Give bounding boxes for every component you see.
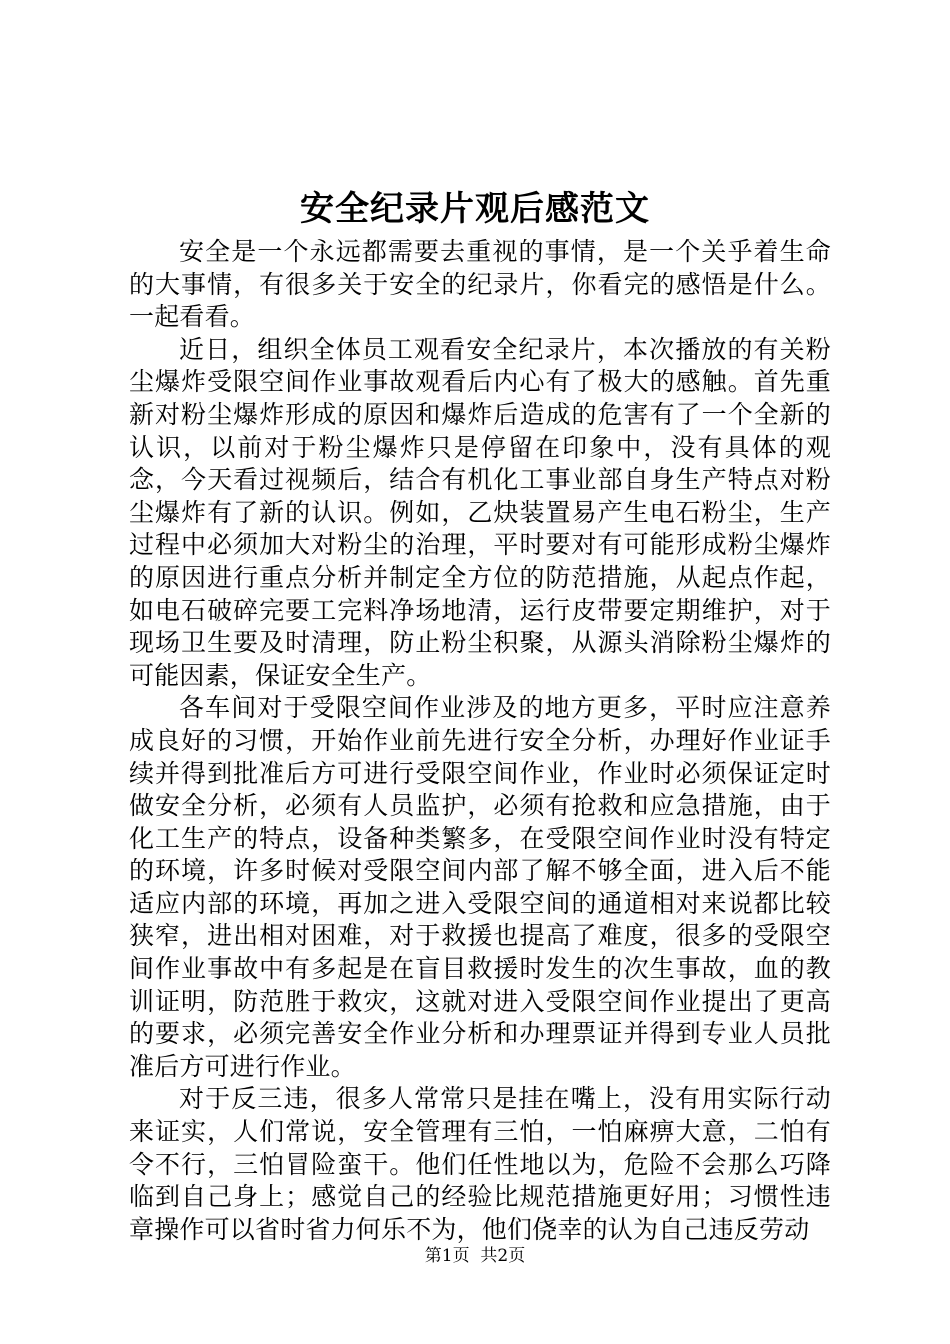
paragraph-intro: 安全是一个永远都需要去重视的事情，是一个关乎着生命的大事情，有很多关于安全的纪录片，你看完的感悟是什么。一起看看。 (129, 237, 831, 332)
paragraph-dust-explosion: 近日，组织全体员工观看安全纪录片，本次播放的有关粉尘爆炸受限空间作业事故观看后内心有了极大的感触。首先重新对粉尘爆炸形成的原因和爆炸后造成的危害有了一个全新的认识，以前对于粉尘爆炸只是停留在印象中，没有具体的观念，今天看过视频后，结合有机化工事业部自身生产特点对粉尘爆炸有了新的认识。例如，乙炔装置易产生电石粉尘，生产过程中必须加大对粉尘的治理，平时要对有可能形成粉尘爆炸的原因进行重点分析并制定全方位的防范措施，从起点作起，如电石破碎完要工完料净场地清，运行皮带要定期维护，对于现场卫生要及时清理，防止粉尘积聚，从源头消除粉尘爆炸的可能因素，保证安全生产。 (129, 334, 831, 690)
paragraph-confined-space: 各车间对于受限空间作业涉及的地方更多，平时应注意养成良好的习惯，开始作业前先进行安全分析，办理好作业证手续并得到批准后方可进行受限空间作业，作业时必须保证定时做安全分析，必须有人员监护，必须有抢救和应急措施，由于化工生产的特点，设备种类繁多，在受限空间作业时没有特定的环境，许多时候对受限空间内部了解不够全面，进入后不能适应内部的环境，再加之进入受限空间的通道相对来说都比较狭窄，进出相对困难，对于救援也提高了难度，很多的受限空间作业事故中有多起是在盲目救援时发生的次生事故，血的教训证明，防范胜于救灾，这就对进入受限空间作业提出了更高的要求，必须完善安全作业分析和办理票证并得到专业人员批准后方可进行作业。 (129, 693, 831, 1081)
paragraph-anti-violation: 对于反三违，很多人常常只是挂在嘴上，没有用实际行动来证实，人们常说，安全管理有三怕，一怕麻痹大意，二怕有令不行，三怕冒险蛮干。他们任性地以为，危险不会那么巧降临到自己身上；感觉自己的经验比规范措施更好用；习惯性违章操作可以省时省力何乐不为，他们侥幸的认为自己违反劳动 (129, 1084, 831, 1244)
page-title: 安全纪录片观后感范文 (300, 189, 650, 229)
page-total: 共2页 (480, 1246, 526, 1266)
document-body (129, 236, 831, 1246)
page-footer (0, 1244, 950, 1268)
page-number: 第1页 (424, 1246, 470, 1266)
